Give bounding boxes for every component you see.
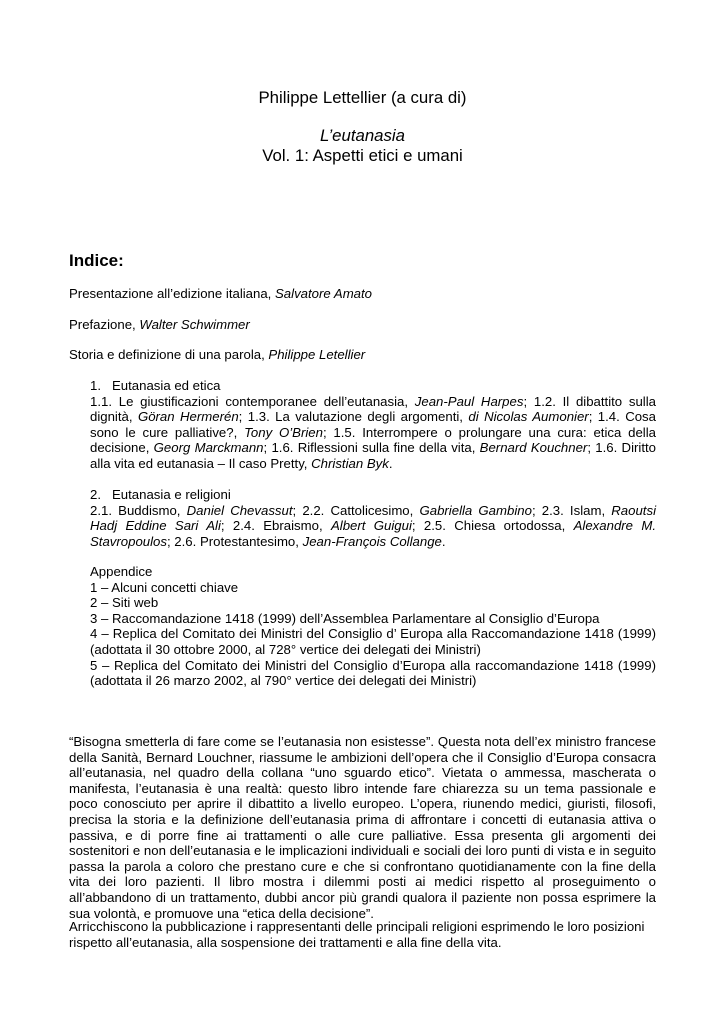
volume-line: Vol. 1: Aspetti etici e umani bbox=[262, 146, 463, 165]
item-author: Gabriella Gambino bbox=[419, 502, 532, 518]
toc-section-1 bbox=[90, 378, 656, 472]
section-number: 2. bbox=[90, 487, 101, 502]
toc-prefazione bbox=[69, 317, 656, 333]
toc-entry-text: Prefazione, bbox=[69, 317, 140, 332]
item-author: Jean-Paul Harpes bbox=[414, 393, 524, 409]
description-paragraph-2: Arricchiscono la pubblicazione i rappresentanti delle principali religioni esprimendo le loro posizioni rispetto all’eutanasia, alla sospensione dei trattamenti e alla fine della vita. bbox=[69, 919, 645, 950]
item-text: ; 1.2. Il dibattito sulla dignità, bbox=[90, 393, 657, 425]
book-title: L’eutanasia bbox=[320, 126, 405, 145]
toc-entry-author: Salvatore Amato bbox=[275, 286, 373, 301]
appendix-item: 5 – Replica del Comitato dei Ministri del Consiglio d’Europa alla raccomandazione 1418 (1999) (adottata il 26 marzo 2002, al 790° vertice dei delegati dei Ministri) bbox=[90, 657, 656, 689]
toc-presentazione bbox=[69, 286, 656, 302]
appendix-item: 4 – Replica del Comitato dei Ministri del Consiglio d’ Europa alla Raccomandazione 1418 (1999) (adottata il 30 ottobre 2000, al 728° vertice dei delegati dei Ministri) bbox=[90, 626, 656, 657]
section-items bbox=[90, 394, 656, 472]
toc-storia bbox=[69, 347, 656, 363]
toc-appendice bbox=[90, 564, 656, 689]
item-author: Göran Hermerén bbox=[137, 409, 239, 425]
appendix-title: Appendice bbox=[90, 564, 153, 579]
appendix-item: 3 – Raccomandazione 1418 (1999) dell’Assemblea Parlamentare al Consiglio d’Europa bbox=[90, 610, 600, 626]
appendix-item: 1 – Alcuni concetti chiave bbox=[90, 579, 239, 595]
item-text: ; 2.5. Chiesa ortodossa, bbox=[411, 518, 574, 534]
item-text: ; 1.6. Riflessioni sulla fine della vita, bbox=[263, 440, 480, 456]
section-title bbox=[90, 487, 656, 503]
item-end: . bbox=[388, 455, 393, 471]
section-number: 1. bbox=[90, 378, 101, 393]
item-text: ; 2.6. Protestantesimo, bbox=[166, 533, 303, 549]
editor-line: Philippe Lettellier (a cura di) bbox=[258, 88, 467, 107]
item-text: ; 1.6. Diritto alla vita ed eutanasia – Il caso Pretty, bbox=[90, 440, 656, 471]
toc-entry-text: Storia e definizione di una parola, bbox=[69, 347, 269, 362]
index-heading: Indice: bbox=[69, 251, 124, 270]
section-items bbox=[90, 503, 656, 550]
description-paragraph-1: “Bisogna smetterla di fare come se l’eutanasia non esistesse”. Questa nota dell’ex ministro francese della Sanità, Bernard Louchner, riassume le ambizioni dell’opera che il Consiglio d’Europa consacra all’eutanasia, nel quadro della collana “uno sguardo etico”. Vietata o ammessa, mascherata o manifesta, l’eutanasia è una realtà: questo libro intende fare chiarezza su un tema passionale e poco conosciuto per aprire il dibattito a livello europeo. L’opera, riunendo medici, giuristi, filosofi, precisa la storia e la definizione dell’eutanasia prima di affrontare i concetti di eutanasia attiva o passiva, e di porre fine ai trattamenti o alle cure palliative. Essa presenta gli argomenti dei sostenitori e non dell’eutanasia e le implicazioni individuali e sociali dei loro punti di vista e in seguito passa la parola a coloro che prestano cure e che si confrontano quotidianamente con la fine della vita dei loro pazienti. Il libro mostra i dilemmi posti ai medici rispetto al proseguimento o all’abbandono di un trattamento, dubbi ancor più grandi qualora il paziente non possa esprimere la sua volontà, e promuove una “etica della decisione”. bbox=[69, 734, 656, 921]
item-text: ; 2.2. Cattolicesimo, bbox=[292, 502, 420, 518]
item-text: ; 2.4. Ebraismo, bbox=[220, 518, 331, 534]
item-text: ; 1.3. La valutazione degli argomenti, bbox=[238, 409, 469, 425]
section-title-text: Eutanasia ed etica bbox=[112, 378, 221, 393]
item-text: 2.1. Buddismo, bbox=[90, 502, 187, 518]
section-title-text: Eutanasia e religioni bbox=[112, 487, 231, 502]
item-text: ; 1.5. Interrompere o prolungare una cura: etica della decisione, bbox=[90, 424, 656, 456]
section-title bbox=[90, 378, 656, 394]
toc-entry-text: Presentazione all’edizione italiana, bbox=[69, 286, 276, 301]
item-author: Alexandre M. Stavropoulos bbox=[90, 518, 657, 549]
item-author: Tony O’Brien bbox=[244, 424, 323, 440]
item-text: ; 2.3. Islam, bbox=[531, 502, 612, 518]
item-end: . bbox=[441, 533, 446, 549]
item-author: Christian Byk bbox=[311, 455, 389, 471]
item-author: Bernard Kouchner bbox=[479, 440, 588, 456]
item-author: Daniel Chevassut bbox=[186, 502, 293, 518]
item-author: Georg Marckmann bbox=[153, 440, 264, 456]
toc-entry-author: Walter Schwimmer bbox=[139, 317, 250, 332]
toc-section-2 bbox=[90, 487, 656, 549]
item-author: di Nicolas Aumonier bbox=[468, 409, 589, 425]
item-author: Jean-François Collange bbox=[302, 533, 442, 549]
item-author: Raoutsi Hadj Eddine Sari Ali bbox=[90, 502, 656, 534]
appendix-item: 2 – Siti web bbox=[90, 595, 159, 611]
item-author: Albert Guigui bbox=[330, 518, 412, 534]
item-text: 1.1. Le giustificazioni contemporanee dell’eutanasia, bbox=[90, 393, 415, 409]
item-text: ; 1.4. Cosa sono le cure palliative?, bbox=[90, 409, 656, 440]
toc-entry-author: Philippe Letellier bbox=[268, 347, 366, 362]
